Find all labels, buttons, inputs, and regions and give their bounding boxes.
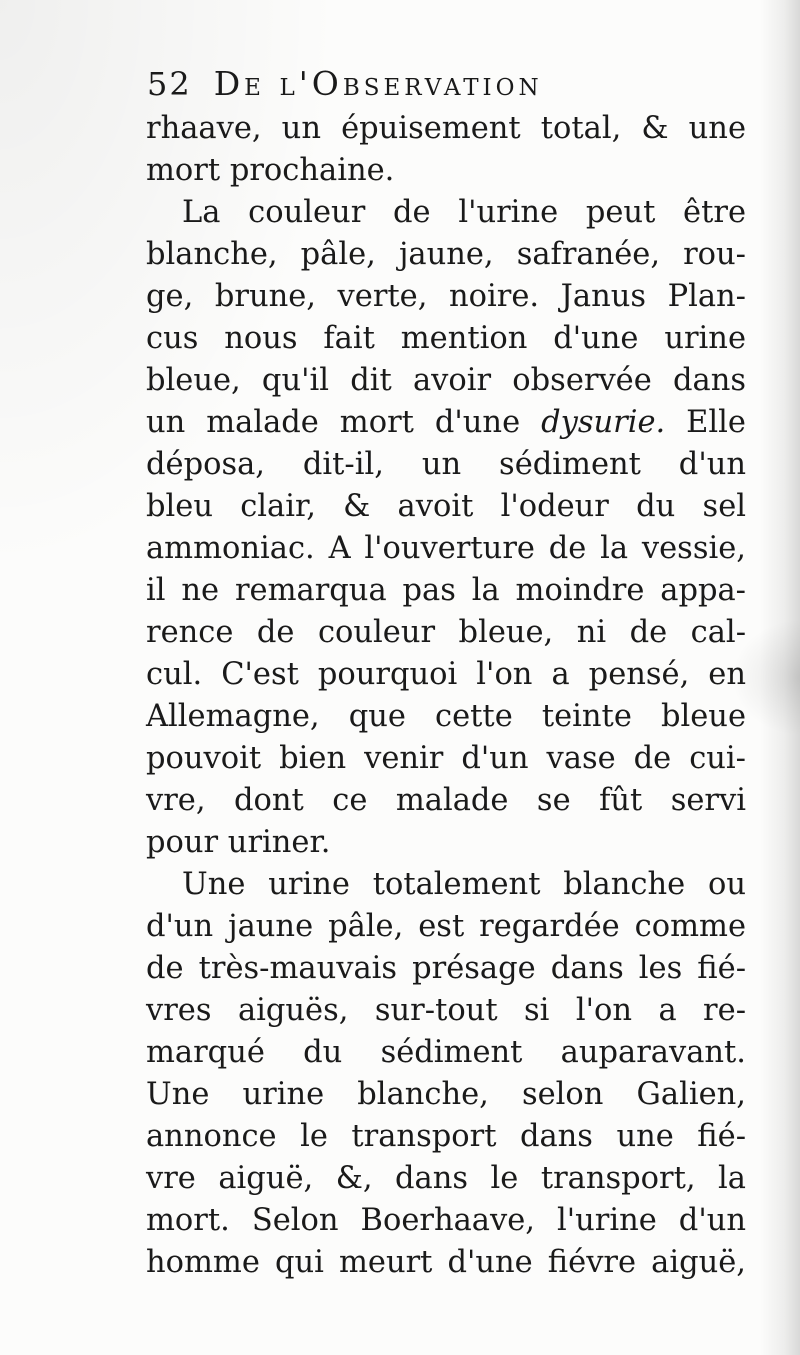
page-number: 52: [147, 65, 192, 103]
text-line: bleue, qu'il dit avoir observée dans: [146, 363, 746, 398]
text-line: annonce le transport dans une fié-: [146, 1119, 746, 1154]
page-text: [146, 108, 746, 1284]
text-line: cus nous fait mention d'une urine: [146, 321, 746, 356]
text-line: Allemagne, que cette teinte bleue: [146, 699, 746, 734]
text-line: déposa, dit-il, un sédiment d'un: [146, 447, 746, 482]
text-line: cul. C'est pourquoi l'on a pensé, en: [146, 657, 746, 692]
text-line-with-italic: [146, 402, 746, 444]
text-line: vre aiguë, &, dans le transport, la: [146, 1161, 746, 1196]
text-segment: Elle: [665, 405, 746, 440]
text-line: Une urine totalement blanche ou: [182, 867, 746, 902]
italic-term: dysurie.: [541, 405, 666, 440]
text-line: mort prochaine.: [146, 153, 395, 188]
text-line: La couleur de l'urine peut être: [182, 195, 746, 230]
text-line: blanche, pâle, jaune, safranée, rou-: [146, 237, 746, 272]
text-line: Une urine blanche, selon Galien,: [146, 1077, 746, 1112]
text-line: pour uriner.: [146, 825, 331, 860]
text-line: rhaave, un épuisement total, & une: [146, 111, 746, 146]
text-line: mort. Selon Boerhaave, l'urine d'un: [146, 1203, 746, 1238]
text-line: d'un jaune pâle, est regardée comme: [146, 909, 746, 944]
running-header: [147, 58, 747, 110]
text-line: bleu clair, & avoit l'odeur du sel: [146, 489, 746, 524]
text-line: vres aiguës, sur-tout si l'on a re-: [146, 993, 746, 1028]
text-line: il ne remarqua pas la moindre appa-: [146, 573, 746, 608]
text-line: marqué du sédiment auparavant.: [146, 1035, 746, 1070]
running-title: De l'Observation: [213, 64, 543, 103]
text-line: rence de couleur bleue, ni de cal-: [146, 615, 746, 650]
text-segment: un malade mort d'une: [146, 405, 542, 440]
text-line: homme qui meurt d'une fiévre aiguë,: [146, 1245, 746, 1280]
page-gutter-shadow: [760, 0, 800, 1355]
text-line: vre, dont ce malade se fût servi: [146, 783, 746, 818]
text-line: de très-mauvais présage dans les fié-: [146, 951, 746, 986]
text-line: pouvoit bien venir d'un vase de cui-: [146, 741, 746, 776]
text-line: ammoniac. A l'ouverture de la vessie,: [146, 531, 746, 566]
text-line: ge, brune, verte, noire. Janus Plan-: [146, 279, 746, 314]
